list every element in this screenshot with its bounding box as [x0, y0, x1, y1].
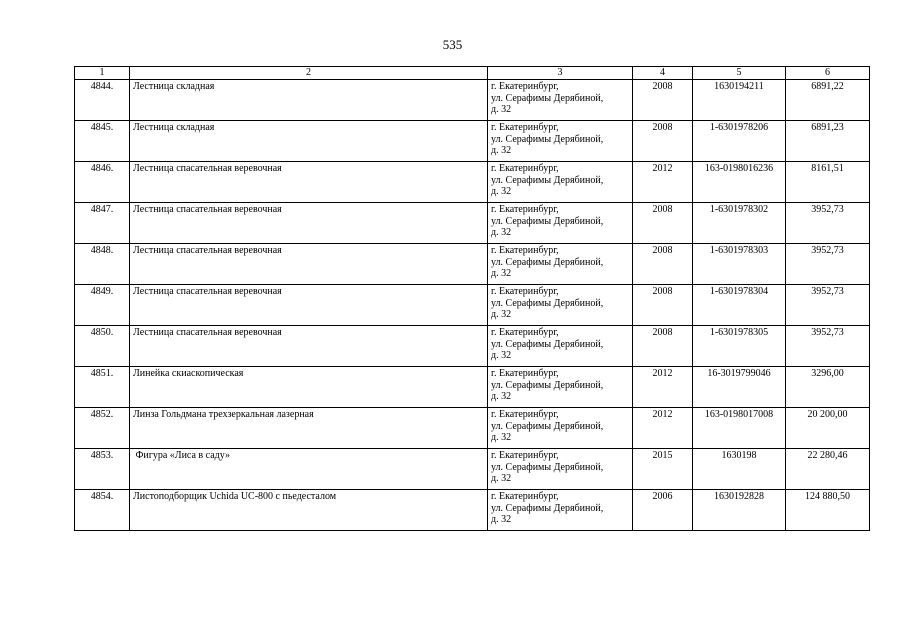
item-name: Лестница спасательная веревочная — [130, 285, 488, 326]
item-name: Лестница складная — [130, 80, 488, 121]
page-number: 535 — [442, 37, 463, 52]
item-cost: 22 280,46 — [786, 449, 870, 490]
item-name: Линза Гольдмана трехзеркальная лазерная — [130, 408, 488, 449]
item-cost: 124 880,50 — [786, 490, 870, 531]
item-name: Лестница спасательная веревочная — [130, 203, 488, 244]
item-name: Линейка скиаскопическая — [130, 367, 488, 408]
row-number: 4854. — [75, 490, 130, 531]
address-line: г. Екатеринбург, — [491, 327, 559, 338]
item-name: Лестница спасательная веревочная — [130, 244, 488, 285]
address-line: г. Екатеринбург, — [491, 409, 559, 420]
item-year: 2015 — [633, 449, 693, 490]
item-address — [488, 244, 633, 285]
address-line: ул. Серафимы Дерябиной, — [491, 174, 604, 186]
item-address — [488, 162, 633, 203]
row-number: 4852. — [75, 408, 130, 449]
table-row — [75, 449, 870, 490]
item-cost: 8161,51 — [786, 162, 870, 203]
item-cost: 20 200,00 — [786, 408, 870, 449]
item-address — [488, 80, 633, 121]
row-number: 4847. — [75, 203, 130, 244]
row-number: 4850. — [75, 326, 130, 367]
address-line: г. Екатеринбург, — [491, 81, 559, 92]
item-inventory-number: 163-0198016236 — [693, 162, 786, 203]
column-header-4: 4 — [633, 67, 693, 80]
address-line: д. 32 — [491, 268, 512, 279]
address-line: ул. Серафимы Дерябиной, — [491, 379, 604, 391]
address-line: ул. Серафимы Дерябиной, — [491, 461, 604, 473]
address-line: д. 32 — [491, 350, 512, 361]
item-year: 2008 — [633, 244, 693, 285]
item-year: 2012 — [633, 367, 693, 408]
table-row — [75, 326, 870, 367]
address-line: г. Екатеринбург, — [491, 491, 559, 502]
address-line: д. 32 — [491, 227, 512, 238]
address-line: д. 32 — [491, 309, 512, 320]
column-header-5: 5 — [693, 67, 786, 80]
address-line: д. 32 — [491, 145, 512, 156]
item-year: 2006 — [633, 490, 693, 531]
row-number: 4851. — [75, 367, 130, 408]
item-year: 2008 — [633, 80, 693, 121]
table-row — [75, 367, 870, 408]
table-body — [75, 80, 870, 531]
table-row — [75, 285, 870, 326]
address-line: г. Екатеринбург, — [491, 163, 559, 174]
address-line: д. 32 — [491, 473, 512, 484]
item-address — [488, 449, 633, 490]
item-inventory-number: 1-6301978302 — [693, 203, 786, 244]
address-line: д. 32 — [491, 186, 512, 197]
row-number: 4848. — [75, 244, 130, 285]
item-name: Листоподборщик Uchida UC-800 с пьедесталом — [130, 490, 488, 531]
address-line: ул. Серафимы Дерябиной, — [491, 215, 604, 227]
address-line: д. 32 — [491, 432, 512, 443]
table-row — [75, 80, 870, 121]
item-cost: 6891,22 — [786, 80, 870, 121]
item-year: 2008 — [633, 203, 693, 244]
row-number: 4849. — [75, 285, 130, 326]
item-inventory-number: 1630194211 — [693, 80, 786, 121]
item-year: 2012 — [633, 408, 693, 449]
item-inventory-number: 1-6301978304 — [693, 285, 786, 326]
table-row — [75, 490, 870, 531]
table-row — [75, 203, 870, 244]
address-line: г. Екатеринбург, — [491, 245, 559, 256]
item-inventory-number: 1630198 — [693, 449, 786, 490]
column-header-3: 3 — [488, 67, 633, 80]
table-row — [75, 121, 870, 162]
item-address — [488, 490, 633, 531]
row-number: 4845. — [75, 121, 130, 162]
address-line: д. 32 — [491, 104, 512, 115]
item-address — [488, 408, 633, 449]
item-address — [488, 367, 633, 408]
table-row — [75, 244, 870, 285]
address-line: ул. Серафимы Дерябиной, — [491, 133, 604, 145]
column-header-2: 2 — [130, 67, 488, 80]
table-row — [75, 408, 870, 449]
item-year: 2008 — [633, 326, 693, 367]
item-name: Лестница спасательная веревочная — [130, 326, 488, 367]
item-name: Фигура «Лиса в саду» — [130, 449, 488, 490]
item-cost: 3952,73 — [786, 326, 870, 367]
item-year: 2008 — [633, 285, 693, 326]
item-cost: 3952,73 — [786, 244, 870, 285]
address-line: ул. Серафимы Дерябиной, — [491, 502, 604, 514]
table-row — [75, 162, 870, 203]
address-line: ул. Серафимы Дерябиной, — [491, 420, 604, 432]
item-inventory-number: 1-6301978206 — [693, 121, 786, 162]
item-year: 2008 — [633, 121, 693, 162]
item-cost: 3296,00 — [786, 367, 870, 408]
column-header-1: 1 — [75, 67, 130, 80]
item-cost: 3952,73 — [786, 203, 870, 244]
address-line: ул. Серафимы Дерябиной, — [491, 256, 604, 268]
address-line: г. Екатеринбург, — [491, 368, 559, 379]
row-number: 4844. — [75, 80, 130, 121]
address-line: г. Екатеринбург, — [491, 286, 559, 297]
item-inventory-number: 1-6301978303 — [693, 244, 786, 285]
table-header — [75, 67, 870, 80]
item-address — [488, 326, 633, 367]
property-registry-table — [74, 66, 870, 531]
item-address — [488, 285, 633, 326]
item-year: 2012 — [633, 162, 693, 203]
row-number: 4853. — [75, 449, 130, 490]
item-inventory-number: 16-3019799046 — [693, 367, 786, 408]
address-line: д. 32 — [491, 514, 512, 525]
item-cost: 3952,73 — [786, 285, 870, 326]
row-number: 4846. — [75, 162, 130, 203]
address-line: ул. Серафимы Дерябиной, — [491, 92, 604, 104]
item-inventory-number: 1630192828 — [693, 490, 786, 531]
item-address — [488, 203, 633, 244]
address-line: ул. Серафимы Дерябиной, — [491, 338, 604, 350]
item-name: Лестница складная — [130, 121, 488, 162]
item-inventory-number: 1-6301978305 — [693, 326, 786, 367]
address-line: ул. Серафимы Дерябиной, — [491, 297, 604, 309]
column-header-6: 6 — [786, 67, 870, 80]
item-address — [488, 121, 633, 162]
item-name: Лестница спасательная веревочная — [130, 162, 488, 203]
address-line: г. Екатеринбург, — [491, 450, 559, 461]
item-inventory-number: 163-0198017008 — [693, 408, 786, 449]
address-line: г. Екатеринбург, — [491, 122, 559, 133]
address-line: г. Екатеринбург, — [491, 204, 559, 215]
address-line: д. 32 — [491, 391, 512, 402]
header-row — [75, 67, 870, 80]
item-cost: 6891,23 — [786, 121, 870, 162]
